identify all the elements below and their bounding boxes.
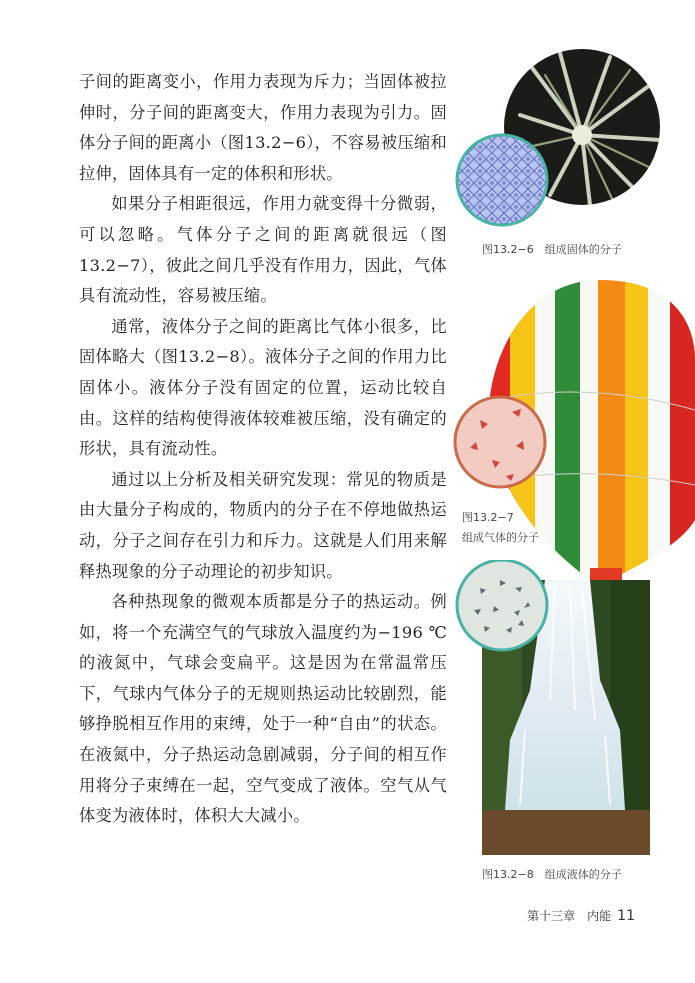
paragraph-1: 子间的距离变小，作用力表现为斥力；当固体被拉伸时，分子间的距离变大，作用力表现为引力。固体分子间的距离小（图13.2−6），不容易被压缩和拉伸，固体具有一定的体积和形状。 [79, 72, 447, 183]
page-footer [527, 907, 635, 924]
figure-gas-caption-number: 图13.2−7 [462, 511, 514, 524]
figure-solid-caption: 图13.2−6 组成固体的分子 [482, 243, 622, 256]
figure-gas-caption-title: 组成气体的分子 [462, 531, 539, 544]
crystal-photo [450, 45, 695, 245]
page-number: 11 [617, 908, 635, 924]
paragraph-2: 如果分子相距很远，作用力就变得十分微弱，可以忽略。气体分子之间的距离就很远（图13.2−7），彼此之间几乎没有作用力，因此，气体具有流动性，容易被压缩。 [79, 194, 447, 306]
figure-solid [450, 45, 695, 245]
paragraph-5: 各种热现象的微观本质都是分子的热运动。例如，将一个充满空气的气球放入温度约为−196 ℃的液氮中，气球会变扁平。这是因为在常温常压下，气球内气体分子的无规则热运动比较剧烈，能够挣脱相互作用的束缚，处于一种“自由”的状态。在液氮中，分子热运动急剧减弱，分子间的相互作用将分子束缚在一起，空气变成了液体。空气从气体变为液体时，体积大大减小。 [79, 592, 447, 826]
body-text [79, 67, 447, 832]
figure-liquid [450, 560, 650, 855]
paragraph-4: 通过以上分析及相关研究发现：常见的物质是由大量分子构成的，物质内的分子在不停地做热运动，分子之间存在引力和斥力。这就是人们用来解释热现象的分子动理论的初步知识。 [79, 469, 447, 581]
waterfall-photo [450, 560, 650, 855]
figure-liquid-caption: 图13.2−8 组成液体的分子 [482, 868, 622, 881]
paragraph-3: 通常，液体分子之间的距离比气体小很多，比固体略大（图13.2−8）。液体分子之间的作用力比固体小。液体分子没有固定的位置，运动比较自由。这样的结构使得液体较难被压缩，没有确定的形状，具有流动性。 [79, 316, 447, 459]
chapter-title: 第十三章 内能 [527, 909, 612, 923]
